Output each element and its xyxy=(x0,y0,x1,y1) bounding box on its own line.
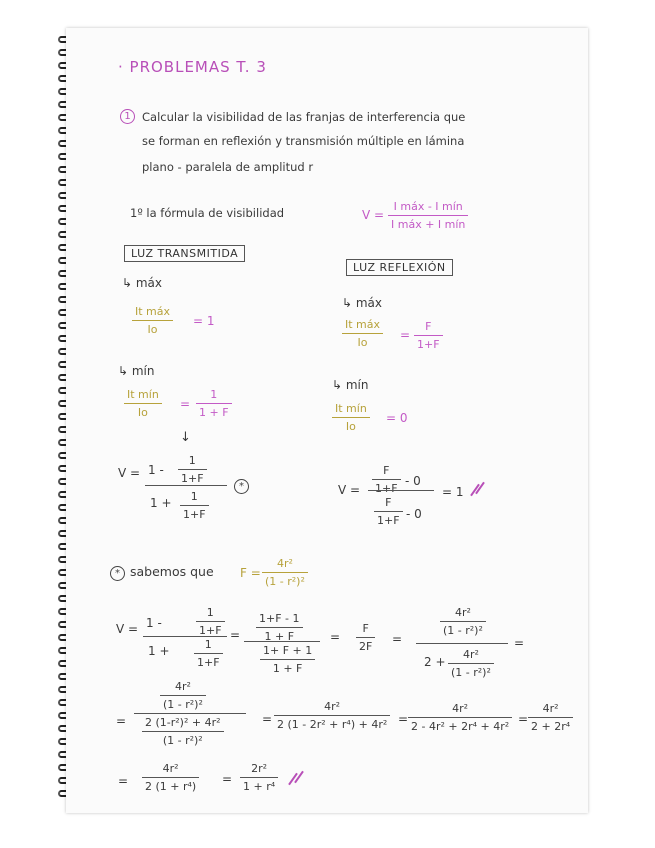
fraction-numerator: 1 xyxy=(210,388,218,401)
fraction-numerator: 4r² xyxy=(276,557,293,570)
known-text: sabemos que xyxy=(130,564,214,579)
row2-eq2: = xyxy=(398,712,409,726)
problem-line-2: se forman en reflexión y transmisión múltiple en lámina xyxy=(142,134,465,148)
fraction-bar xyxy=(160,695,206,696)
derivation-row1-lhs: V = xyxy=(116,622,139,636)
fraction-numerator: It mín xyxy=(335,402,367,415)
row1-f2-den xyxy=(260,644,315,675)
fraction-numerator: F xyxy=(425,320,432,333)
fraction-numerator: 1 xyxy=(206,606,214,619)
fraction-denominator: 2 + 2r⁴ xyxy=(531,720,571,733)
fraction-denominator: Io xyxy=(345,420,356,433)
fraction-bar xyxy=(372,479,401,480)
row1-eq2: = xyxy=(330,630,341,644)
fraction-denominator: (1 - r²)² xyxy=(451,666,491,679)
fraction-denominator: Io xyxy=(137,406,148,419)
reflected-min-label: ↳ mín xyxy=(332,378,369,392)
transmitted-v-num-a: 1 - xyxy=(148,463,164,477)
fraction-denominator: 2F xyxy=(359,640,373,653)
fraction-denominator: 2 (1 - 2r² + r⁴) + 4r² xyxy=(277,718,388,731)
fraction-numerator: 4r² xyxy=(174,680,191,693)
fraction-numerator: It máx xyxy=(135,305,171,318)
fraction-numerator: 1+ F + 1 xyxy=(263,644,313,657)
row1-f1-num-frac xyxy=(196,606,225,637)
row1-f4-den-a: 2 + xyxy=(424,655,446,669)
fraction-bar xyxy=(388,215,468,216)
problem-line-3: plano - paralela de amplitud r xyxy=(142,160,314,174)
fraction-denominator: 1+F xyxy=(183,508,206,521)
known-f-fraction xyxy=(262,557,308,588)
fraction-numerator: 1+F - 1 xyxy=(259,612,300,625)
fraction-denominator: (1 - r²)² xyxy=(443,624,483,637)
visibility-formula xyxy=(388,200,468,231)
row3-eq: = xyxy=(222,772,233,786)
transmitted-max-value: = 1 xyxy=(193,314,215,328)
fraction-denominator: 1 + r⁴ xyxy=(243,780,276,793)
derivation-row3-lhs: = xyxy=(118,774,129,788)
reflected-max-result xyxy=(414,320,443,351)
fraction-bar xyxy=(142,731,224,732)
row2-f4 xyxy=(528,702,573,733)
transmitted-v-den-a: 1 + xyxy=(150,496,172,510)
fraction-bar xyxy=(332,417,370,418)
fraction-denominator: 1+F xyxy=(197,656,220,669)
fraction-bar xyxy=(356,637,375,638)
row2-eq3: = xyxy=(518,712,529,726)
problem-number xyxy=(120,108,135,124)
fraction-denominator: 1+F xyxy=(199,624,222,637)
transmitted-min-fraction xyxy=(124,388,162,419)
reflected-v-den-tail: - 0 xyxy=(406,507,422,521)
fraction-numerator: 1 xyxy=(188,454,196,467)
fraction-numerator: 4r² xyxy=(454,606,471,619)
fraction-bar xyxy=(194,653,223,654)
fraction-bar xyxy=(414,335,443,336)
fraction-bar xyxy=(196,621,225,622)
reflected-min-fraction xyxy=(332,402,370,433)
fraction-bar xyxy=(256,627,303,628)
transmitted-mark xyxy=(234,478,249,494)
row1-eq1: = xyxy=(230,628,241,642)
fraction-numerator: It mín xyxy=(127,388,159,401)
fraction-bar xyxy=(342,333,383,334)
row1-f3 xyxy=(356,622,375,653)
fraction-bar xyxy=(528,717,573,718)
fraction-numerator: 4r² xyxy=(452,702,469,715)
reflected-v-lhs: V = xyxy=(338,483,361,497)
transmitted-light-box: LUZ TRANSMITIDA xyxy=(124,245,245,262)
fraction-numerator: F xyxy=(362,622,369,635)
fraction-denominator: 1+F xyxy=(181,472,204,485)
fraction-denominator: 1 + F xyxy=(264,630,295,643)
fraction-denominator: 1+F xyxy=(377,514,400,527)
row1-f4-den xyxy=(448,648,494,679)
row1-f2-bar xyxy=(244,641,320,642)
reflected-max-equals: = xyxy=(400,328,411,342)
reflected-v-num-tail: - 0 xyxy=(405,474,421,488)
fraction-denominator: Io xyxy=(147,323,158,336)
row2-f1-bar xyxy=(134,713,246,714)
fraction-numerator: F xyxy=(383,464,390,477)
transmitted-v-num-frac xyxy=(178,454,207,485)
row1-f2-num xyxy=(256,612,303,643)
fraction-denominator: (1 - r²)² xyxy=(265,575,305,588)
transmitted-v-main-bar xyxy=(145,485,227,486)
formula-intro: 1º la fórmula de visibilidad xyxy=(130,206,285,220)
derivation-row2-lhs: = xyxy=(116,714,127,728)
reflected-min-value: = 0 xyxy=(386,411,408,425)
down-arrow: ↓ xyxy=(180,430,191,445)
row2-f1-den xyxy=(142,716,224,747)
row1-eq3: = xyxy=(392,632,403,646)
fraction-denominator: (1 - r²)² xyxy=(162,734,203,747)
transmitted-v-lhs: V = xyxy=(118,466,141,480)
fraction-bar xyxy=(132,320,173,321)
fraction-denominator: 1 + F xyxy=(272,662,303,675)
row1-f4-bar xyxy=(416,643,508,644)
reflected-v-result: = 1 xyxy=(442,485,464,499)
star-mark: * xyxy=(234,479,249,494)
fraction-denominator: Io xyxy=(357,336,368,349)
reflected-light-box: LUZ REFLEXIÓN xyxy=(346,259,453,276)
page-title: · PROBLEMAS T. 3 xyxy=(118,58,267,76)
fraction-bar xyxy=(262,572,308,573)
formula-numerator: I máx - I mín xyxy=(393,200,463,213)
formula-lhs: V = xyxy=(362,208,385,222)
fraction-bar xyxy=(124,403,162,404)
fraction-bar xyxy=(142,777,199,778)
reflected-v-main-bar xyxy=(368,490,434,491)
problem-line-1: Calcular la visibilidad de las franjas de interferencia que xyxy=(142,110,466,124)
fraction-numerator: It máx xyxy=(345,318,381,331)
fraction-bar xyxy=(180,505,209,506)
fraction-bar xyxy=(196,403,232,404)
transmitted-min-equals: = xyxy=(180,397,191,411)
fraction-denominator: 2 - 4r² + 2r⁴ + 4r² xyxy=(411,720,510,733)
fraction-bar xyxy=(240,777,278,778)
fraction-numerator: F xyxy=(385,496,392,509)
fraction-bar xyxy=(178,469,207,470)
row1-f4-num xyxy=(440,606,486,637)
row2-eq1: = xyxy=(262,712,273,726)
fraction-bar xyxy=(440,621,486,622)
problem-number-circle: 1 xyxy=(120,109,135,124)
row3-f2 xyxy=(240,762,278,793)
fraction-numerator: 1 xyxy=(190,490,198,503)
fraction-bar xyxy=(260,659,315,660)
row2-f1-num xyxy=(160,680,206,711)
transmitted-min-result xyxy=(196,388,232,419)
formula-denominator: I máx + I mín xyxy=(391,218,466,231)
fraction-numerator: 4r² xyxy=(542,702,559,715)
row1-f1-num-a: 1 - xyxy=(146,616,162,630)
fraction-numerator: 2r² xyxy=(251,762,268,775)
fraction-numerator: 4r² xyxy=(162,762,179,775)
row1-f1-bar xyxy=(143,636,227,637)
row1-f1-den-frac xyxy=(194,638,223,669)
star-mark: * xyxy=(110,566,125,581)
fraction-denominator: 2 (1 + r⁴) xyxy=(145,780,197,793)
reflected-v-den-frac xyxy=(374,496,403,527)
row3-f1 xyxy=(142,762,199,793)
reflected-max-label: ↳ máx xyxy=(342,296,383,310)
fraction-denominator: 1+F xyxy=(417,338,440,351)
fraction-bar xyxy=(408,717,512,718)
transmitted-max-label: ↳ máx xyxy=(122,276,163,290)
fraction-denominator: 1+F xyxy=(375,482,398,495)
row1-f1-den-a: 1 + xyxy=(148,644,170,658)
reflected-max-fraction xyxy=(342,318,383,349)
fraction-denominator: (1 - r²)² xyxy=(163,698,203,711)
transmitted-max-fraction xyxy=(132,305,173,336)
fraction-numerator: 4r² xyxy=(324,700,341,713)
fraction-numerator: 4r² xyxy=(462,648,479,661)
fraction-bar xyxy=(374,511,403,512)
fraction-denominator: 1 + F xyxy=(199,406,229,419)
fraction-bar xyxy=(448,663,494,664)
fraction-bar xyxy=(274,715,390,716)
row2-f2 xyxy=(274,700,390,731)
known-mark xyxy=(110,565,125,581)
transmitted-min-label: ↳ mín xyxy=(118,364,155,378)
fraction-numerator: 2 (1-r²)² + 4r² xyxy=(145,716,221,729)
fraction-numerator: 1 xyxy=(204,638,212,651)
transmitted-v-den-frac xyxy=(180,490,209,521)
known-f-lhs: F = xyxy=(240,566,261,580)
row2-f3 xyxy=(408,702,512,733)
row1-eq4: = xyxy=(514,636,525,650)
